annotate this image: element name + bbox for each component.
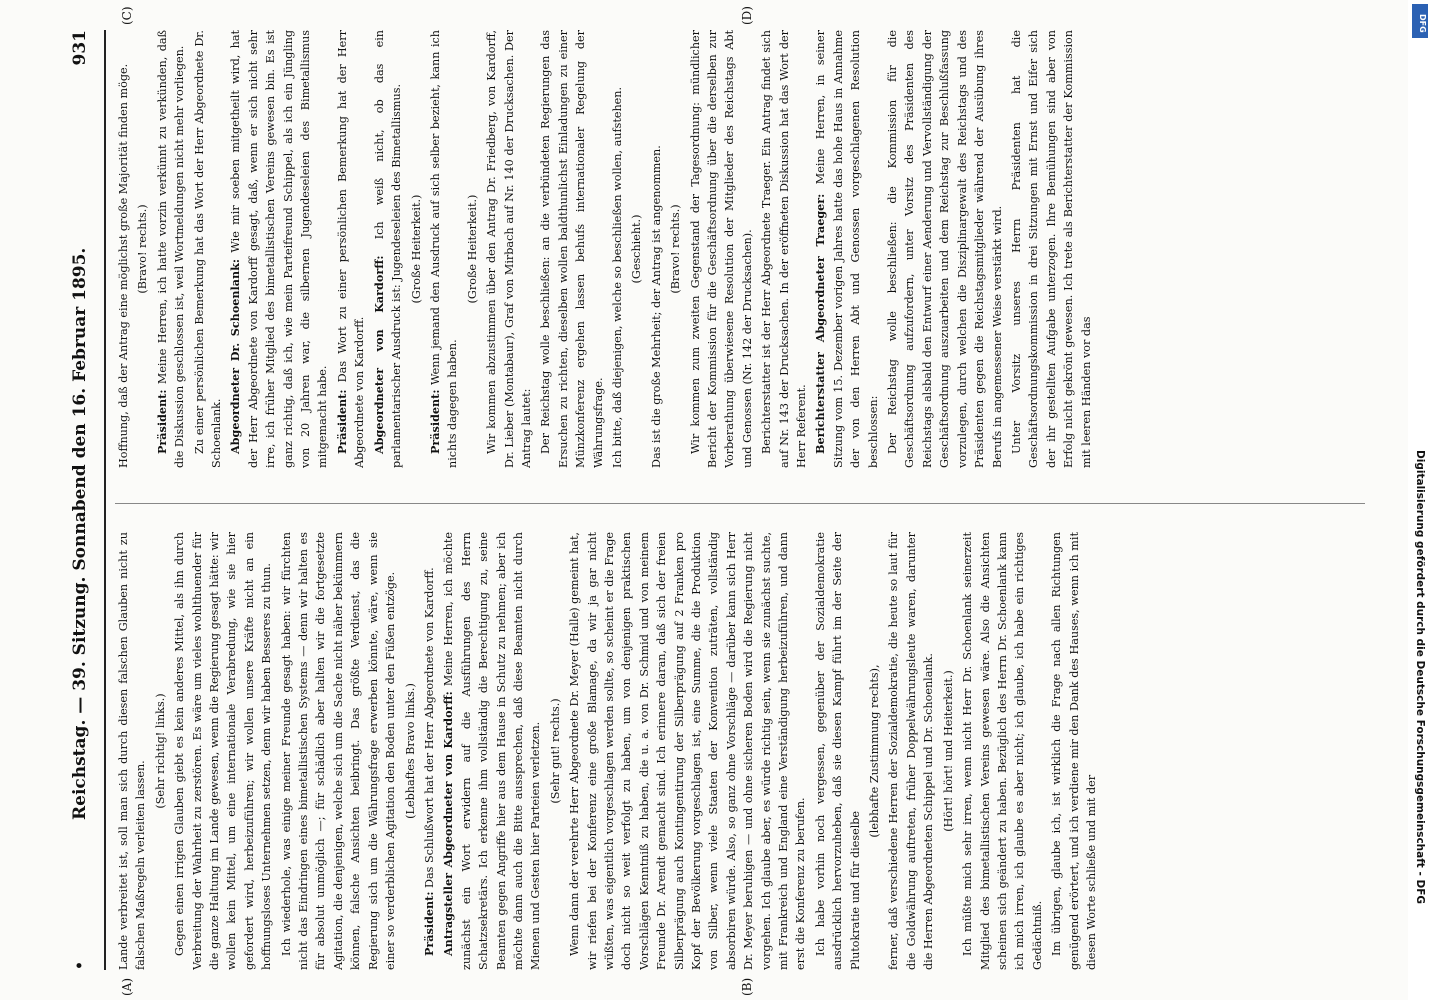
speaker-name: Abgeordneter von Kardorff: [371, 255, 386, 454]
paragraph [628, 30, 645, 468]
paragraph [609, 30, 626, 468]
paragraph [115, 532, 150, 970]
page-header [70, 30, 100, 970]
paragraph [758, 30, 810, 468]
paragraph [440, 532, 544, 970]
header-title: Reichstag. — 39. Sitzung. Sonnabend den 16. Februar 1895. [70, 247, 90, 820]
paragraph-text: Meine Herren, ich möchte zunächst ein Wort erwidern auf die Ausführungen des Herrn Schatzsekretärs. Ich erkenne ihm vollständig die Berechtigung zu, seine Beamten gegen Angriffe hier aus dem Hause in Schutz zu nehmen; aber ich möchte dann auch die Bitte aussprechen, daß diese Beamten nicht durch Mienen und Gesten hier Parteien verletzen. [442, 532, 543, 970]
paragraph [278, 532, 400, 970]
paragraph [812, 30, 882, 468]
right-column [115, 30, 1365, 468]
paragraph-text: Meine Herren, ich hatte vorzin verkünnt zu verkünden, daß die Diskussion geschlossen ist, weil Wortmeldungen nicht mehr vorliegen. [155, 30, 187, 468]
paragraph [227, 30, 331, 468]
speaker-name: Präsident: [334, 389, 349, 454]
paragraph-text: (Lebhaftes Bravo links.) [403, 683, 417, 819]
credit-text: Digitalisierung gefördert durch die Deutsche Forschungsgemeinschaft - DFG [1414, 450, 1426, 904]
speaker-name: Präsident: [427, 389, 442, 454]
paragraph-text: Der Reichstag wolle beschließen: an die verbündeten Regierungen das Ersuchen zu richten, dieselben wollen baldthunlichst Einladungen zu einer Münzkonferenz ergehen lassen behufs internationaler Regelung der Währungsfrage. [539, 30, 605, 468]
paragraph [191, 30, 226, 468]
speaker-name: Berichterstatter Abgeordneter Traeger: [813, 193, 828, 454]
paragraph-text: (Hört! hört! und Heiterkeit.) [941, 670, 955, 832]
paragraph [402, 532, 419, 970]
paragraph [959, 532, 1046, 970]
paragraph-text: Im übrigen, glaube ich, ist wirklich die Frage nach allen Richtungen genügend erörtert, und ich verdiene mir den Dank des Hauses, wenn ich mit diesen Worte schließe und mit der [1050, 532, 1098, 970]
speaker-name: Präsident: [421, 891, 436, 956]
paragraph [940, 532, 957, 970]
paragraph [152, 532, 169, 970]
paragraph [115, 30, 132, 468]
paragraph [464, 30, 481, 468]
paragraph-text: (Große Heiterkeit.) [465, 194, 479, 304]
margin-marker-d: (D) [740, 6, 754, 25]
paragraph-text: Unter Vorsitz unseres Herrn Präsidenten hat die Geschäftsordnungskommission in drei Sitzungen mit Ernst und Eifer sich der ihr gestellten Aufgabe unterzogen. Ihre Bemühungen sind aber von Erfolg nicht gekrönt gewesen. Ich trete als Berichterstatter der Kommission mit leeren Händen vor das [1009, 30, 1093, 468]
paragraph [427, 30, 462, 468]
digitization-credit [1408, 0, 1432, 1000]
paragraph [884, 30, 1006, 468]
paragraph [421, 532, 438, 970]
dfg-logo-text: DFG [1418, 14, 1427, 33]
paragraph [885, 532, 937, 970]
left-column [115, 532, 1365, 970]
speaker-name: Abgeordneter Dr. Schoenlank: [228, 258, 243, 454]
paragraph [371, 30, 406, 468]
paragraph [687, 30, 757, 468]
paragraph-text: Das Wort zu einer persönlichen Bemerkung hat der Herr Abgeordnete von Kardorff. [335, 30, 367, 468]
paragraph-text: Hoffnung, daß der Antrag eine möglichst große Majorität finden möge. [117, 63, 130, 468]
paragraph-text: (Bravo! rechts.) [669, 204, 683, 294]
paragraph-text: (Große Heiterkeit.) [409, 194, 423, 304]
paragraph [566, 532, 810, 970]
paragraph-text: Ich weiß nicht, ob das ein parlamentarischer Ausdruck ist: Jugendeseleien des Bimetallismus. [372, 30, 404, 468]
paragraph [812, 532, 864, 970]
paragraph [866, 532, 883, 970]
paragraph-text: (lebhafte Zustimmung rechts), [868, 664, 882, 838]
paragraph-text: Lande verbreitet ist, soll man sich durch diesen falschen Glauben nicht zu falschen Maßregeln verleiten lassen. [117, 532, 148, 970]
paragraph-text: Wir kommen zum zweiten Gegenstand der Tagesordnung: mündlicher Bericht der Kommission für die Geschäftsordnung über die derselben zur Vorberathung überwiesene Resolution der Mitglieder des Reichstags Abt und Genossen (Nr. 142 der Drucksachen). [688, 30, 754, 468]
paragraph-text: Gegen einen irrigen Glauben giebt es kein anderes Mittel, als ihn durch Verbreitung der Wahrheit zu zerstören. Es wäre um vieles wohlthuender für die ganze Haltung im Lande gewesen, wenn die Regierung gesagt hätte: wir wollen kein Mittel, um eine internationale Verabredung, wie sie hier gefordert wird, herbeizuführen; wir wollen unsere Kräfte nicht an ein hoffnungsloses Unternehmen setzen, denn wir haben Besseres zu thun. [173, 532, 274, 970]
paragraph [1008, 30, 1095, 468]
paragraph-text: Wenn jemand den Ausdruck auf sich selber bezieht, kann ich nichts dagegen haben. [428, 30, 460, 468]
paragraph-text: (Geschieht.) [630, 214, 644, 284]
column-divider [115, 503, 1365, 504]
paragraph-text: Das ist die große Mehrheit; der Antrag ist angenommen. [649, 145, 663, 468]
paragraph-text: Zu einer persönlichen Bemerkung hat das Wort der Herr Abgeordnete Dr. Schoenlank. [192, 30, 224, 468]
paragraph-text: (Bravo! rechts.) [136, 204, 150, 294]
paragraph [537, 30, 607, 468]
paragraph-text: Ich bitte, daß diejenigen, welche so beschließen wollen, aufstehen. [610, 86, 624, 468]
speaker-name: Antragsteller Abgeordneter von Kardorff: [441, 691, 456, 956]
paragraph-text: Meine Herren, in seiner Sitzung vom 15. Dezember vorigen Jahres hatte das hohe Haus in Annahme der von den Herren Abt und Genossen vorgeschlagenen Resolution beschlossen: [814, 30, 880, 468]
paragraph-text: Das Schlußwort hat der Herr Abgeordnete von Kardorff. [422, 567, 436, 888]
paragraph-text: Berichterstatter ist der Herr Abgeordnete Traeger. Ein Antrag findet sich auf Nr. 143 der Drucksachen. In der eröffneten Diskussion hat das Wort der Herr Referent. [760, 30, 809, 468]
paragraph-text: Wir kommen abzustimmen über den Antrag Dr. Friedberg, von Kardorff, Dr. Lieber (Montabaur), Graf von Mirbach auf Nr. 140 der Drucksachen. Der Antrag lautet: [485, 30, 533, 468]
margin-marker-b: (B) [740, 977, 754, 996]
paragraph [171, 532, 275, 970]
paragraph [134, 30, 151, 468]
paragraph-text: ferner, daß verschiedene Herren der Sozialdemokratie, die heute so laut für die Goldwährung auftreten, früher Doppelwährungsleute waren, darunter die Herren Abgeordneten Schippel und Dr. Schoenlank. [887, 532, 936, 970]
paragraph [154, 30, 189, 468]
paragraph [334, 30, 369, 468]
paragraph [667, 30, 684, 468]
dfg-logo [1412, 4, 1428, 38]
paragraph-text: Ich habe vorhin noch vergessen, gegenüber der Sozialdemokratie ausdrücklich hervorzuheben, daß sie diesen Kampf führt im der Seite der Plutokratie und für dieselbe [813, 532, 862, 970]
header-rule [104, 30, 106, 970]
margin-marker-c: (C) [120, 6, 134, 25]
paragraph-text: Der Reichstag wolle beschließen: die Kommission für die Geschäftsordnung aufzufordern, unter Vorsitz des Präsidenten des Reichstags alsbald den Entwurf einer Aenderung und Vervollständigung der Geschäftsordnung auszuarbeiten und dem Reichstag zur Beschlußfassung vorzulegen, durch welchen die Disziplinargewalt des Reichstags und des Präsidenten gegen die Reichstagsmitglieder während der Ausübung ihres Berufs in angemessener Weise verstärkt wird. [886, 30, 1004, 468]
speaker-name: Präsident: [154, 389, 169, 454]
paragraph-text: Ich müßte mich sehr irren, wenn nicht Herr Dr. Schoenlank seinerzeit Mitglied des bimetallistischen Vereins gewesen wäre. Also die Ansichten scheinen sich geändert zu haben. Bezüglich des Herrn Dr. Schoenlank kann ich mich irren, ich glaube es aber nicht; ich glaube, ich habe ein richtiges Gedächtniß. [961, 532, 1044, 970]
paragraph [547, 532, 564, 970]
paragraph-text: Wenn dann der verehrte Herr Abgeordnete Dr. Meyer (Halle) gemeint hat, wir riefen bei der Konferenz eine große Blamage, da wir ja gar nicht wüßten, was eigentlich vorgeschlagen werden sollte, so scheint er die Frage doch nicht so weit verfolgt zu haben, um von denjenigen praktischen Vorschlägen Kenntniß zu haben, die u. a. von Dr. Schmid und von meinem Freunde Dr. Arendt gemacht sind. Ich erinnere daran, daß sich der freien Silberprägung auch Kontingentirung der Silberprägung auf 2 Franken pro Kopf der Bevölkerung vorgeschlagen ist, eine Summe, die die Produktion von Silber, wenn viele Staaten der Konvention zuträten, vollständig absorbiren würde. Also, so ganz ohne Vorschläge — darüber kann sich Herr Dr. Meyer beruhigen — und ohne sicheren Boden wird die Regierung nicht vorgehen. Ich glaube aber, es würde richtig sein, wenn sie zunächst suchte, mit Frankreich und England eine Verständigung herbeizuführen, und dann erst die Konferenz zu berufen. [568, 532, 808, 970]
paragraph [1048, 532, 1100, 970]
paragraph [648, 30, 665, 468]
paragraph [408, 30, 425, 468]
header-mark: • [72, 961, 88, 970]
page-number: 931 [70, 30, 90, 66]
paragraph-text: (Sehr richtig! links.) [153, 693, 167, 809]
paragraph [483, 30, 535, 468]
margin-marker-a: (A) [120, 977, 134, 996]
paragraph-text: Wie mir soeben mitgetheilt wird, hat der Herr Abgeordnete von Kardorff gesagt, daß, wenn er sich nicht sehr irre, ich früher Mitglied des bimetallistischen Vereins gewesen bin. Es ist ganz richtig, daß ich, wie mein Parteifreund Schippel, als ich ein Jüngling von 20 Jahren war, die silbernen Jugendeseleien des Bimetallismus mitgemacht habe. [229, 30, 330, 468]
paragraph-text: (Sehr gut! rechts.) [548, 698, 562, 804]
paragraph-text: Ich wiederhole, was einige meiner Freunde gesagt haben: wir fürchten nicht das Eindringen eines bimetallistischen Systems — denn wir halten es für absolut unmöglich —; für schädlich aber halten wir die fortgesetzte Agitation, die denjenigen, welche sich um die Sache nicht näher bekümmern können, falsche Ansichten beibringt. Das größte Verdienst, das die Regierung sich um die Währungsfrage erwerben könnte, wäre, wenn sie einer so verderblichen Agitation den Boden unter den Füßen entzöge. [279, 532, 398, 970]
